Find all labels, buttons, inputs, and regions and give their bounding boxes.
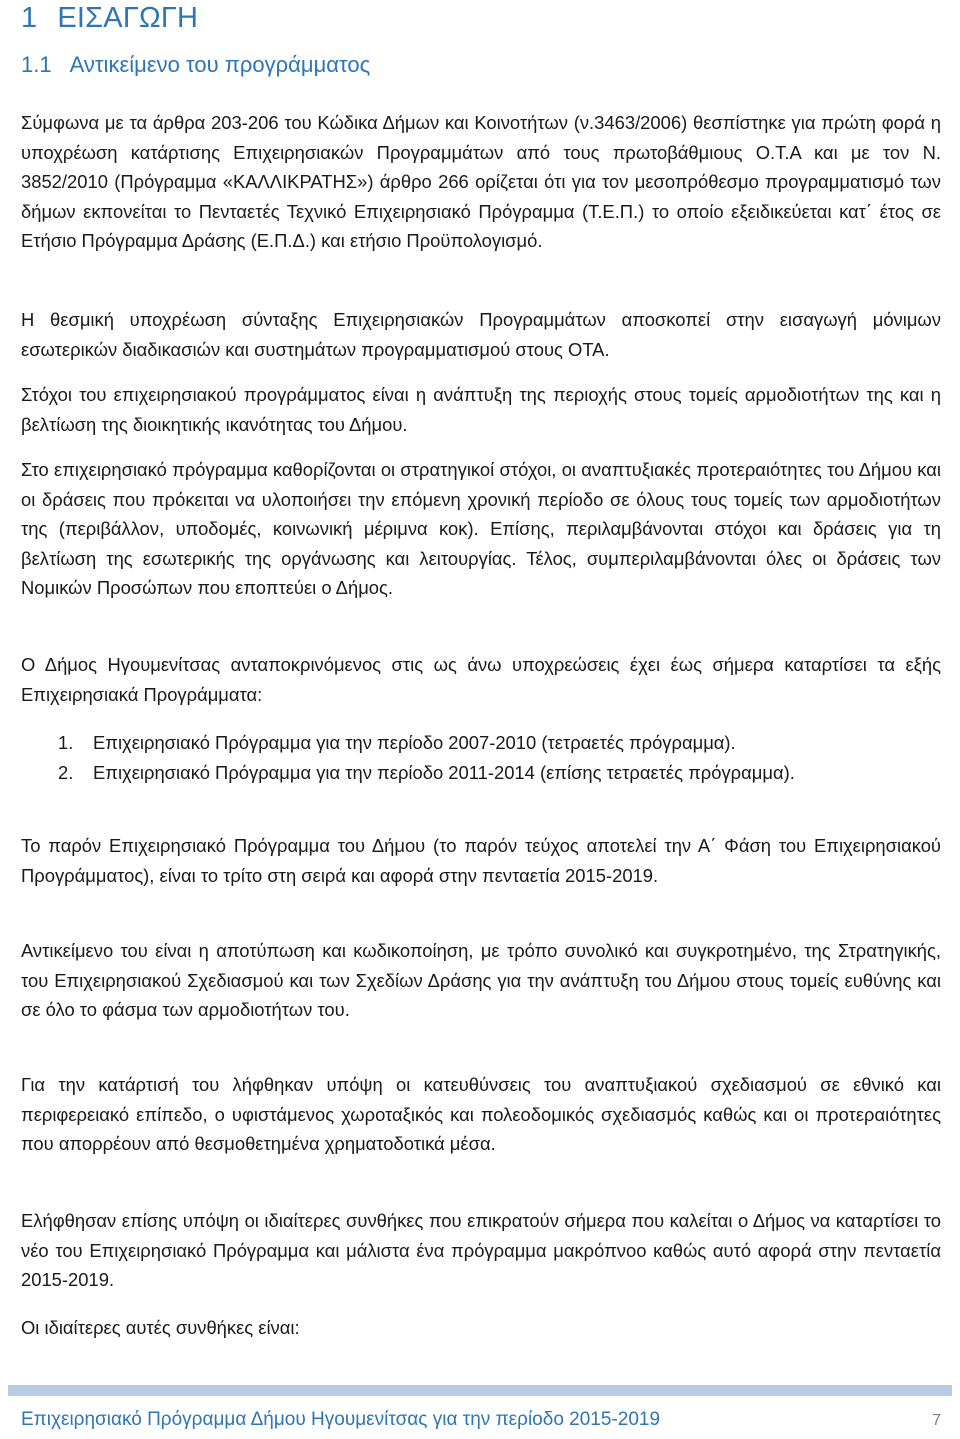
page-number: 7 (932, 1412, 941, 1429)
paragraph: Το παρόν Επιχειρησιακό Πρόγραμμα του Δήμου (το παρόν τεύχος αποτελεί την Α΄ Φάση του Επιχειρησιακού Προγράμματος), είναι το τρίτο στη σειρά και αφορά στην πενταετία 2015-2019. (21, 835, 941, 886)
paragraph: Ο Δήμος Ηγουμενίτσας ανταποκρινόμενος στις ως άνω υποχρεώσεις έχει έως σήμερα καταρτίσει τα εξής Επιχειρησιακά Προγράμματα: (21, 654, 941, 705)
paragraph: Οι ιδιαίτερες αυτές συνθήκες είναι: (21, 1317, 300, 1338)
footer-title: Επιχειρησιακό Πρόγραμμα Δήμου Ηγουμενίτσας για την περίοδο 2015-2019 (21, 1409, 661, 1430)
list-item (21, 758, 941, 788)
list-item (21, 728, 941, 758)
paragraph: Ελήφθησαν επίσης υπόψη οι ιδιαίτερες συνθήκες που επικρατούν σήμερα που καλείται ο Δήμος να καταρτίσει το νέο του Επιχειρησιακό Πρόγραμμα και μάλιστα ένα πρόγραμμα μακρόπνοο καθώς αυτό αφορά στην πενταετία 2015-2019. (21, 1210, 941, 1290)
paragraph: Η θεσμική υποχρέωση σύνταξης Επιχειρησιακών Προγραμμάτων αποσκοπεί στην εισαγωγή μόνιμων εσωτερικών διαδικασιών και συστημάτων προγραμματισμού στους ΟΤΑ. (21, 309, 941, 360)
paragraph: Για την κατάρτισή του λήφθηκαν υπόψη οι κατευθύνσεις του αναπτυξιακού σχεδιασμού σε εθνικό και περιφερειακό επίπεδο, ο υφιστάμενος χωροταξικός και πολεοδομικός σχεδιασμός καθώς και οι προτεραιότητες που απορρέουν από θεσμοθετημένα χρηματοδοτικά μέσα. (21, 1074, 941, 1154)
heading-1-title: ΕΙΣΑΓΩΓΗ (57, 2, 199, 34)
programs-list (21, 728, 941, 787)
footer-rule (8, 1385, 952, 1396)
list-item-marker: 1. (58, 732, 74, 753)
paragraph: Στόχοι του επιχειρησιακού προγράμματος είναι η ανάπτυξη της περιοχής στους τομείς αρμοδιοτήτων της και η βελτίωση της διοικητικής ικανότητας του Δήμου. (21, 384, 941, 435)
paragraph: Στο επιχειρησιακό πρόγραμμα καθορίζονται οι στρατηγικοί στόχοι, οι αναπτυξιακές προτεραιότητες του Δήμου και οι δράσεις που πρόκειται να υλοποιήσει την επόμενη χρονική περίοδο σε όλους τους τομείς των αρμοδιοτήτων της (περιβάλλον, υποδομές, κοινωνική μέριμνα κοκ). Επίσης, περιλαμβάνονται στόχοι και δράσεις για τη βελτίωση της εσωτερικής της οργάνωσης και λειτουργίας. Τέλος, συμπεριλαμβάνονται όλες οι δράσεις των Νομικών Προσώπων που εποπτεύει ο Δήμος. (21, 459, 941, 598)
heading-2-number: 1.1 (21, 52, 52, 77)
heading-2 (21, 52, 370, 78)
list-item-marker: 2. (58, 761, 74, 783)
list-item-text: Επιχειρησιακό Πρόγραμμα για την περίοδο 2011-2014 (επίσης τετραετές πρόγραμμα). (93, 761, 795, 783)
heading-2-title: Αντικείμενο του προγράμματος (69, 52, 371, 77)
page-footer (21, 1409, 941, 1431)
heading-1-number: 1 (21, 2, 38, 34)
heading-1 (21, 2, 198, 35)
paragraph: Αντικείμενο του είναι η αποτύπωση και κωδικοποίηση, με τρόπο συνολικό και συγκροτημένο, της Στρατηγικής, του Επιχειρησιακού Σχεδιασμού και των Σχεδίων Δράσης για την ανάπτυξη του Δήμου στους τομείς ευθύνης και σε όλο το φάσμα των αρμοδιοτήτων του. (21, 940, 941, 1020)
paragraph: Σύμφωνα με τα άρθρα 203-206 του Κώδικα Δήμων και Κοινοτήτων (ν.3463/2006) θεσπίστηκε για πρώτη φορά η υποχρέωση κατάρτισης Επιχειρησιακών Προγραμμάτων από τους πρωτοβάθμιους Ο.Τ.Α και με τον Ν. 3852/2010 (Πρόγραμμα «ΚΑΛΛΙΚΡΑΤΗΣ») άρθρο 266 ορίζεται ότι για τον μεσοπρόθεσμο προγραμματισμό των δήμων εκπονείται το Πενταετές Τεχνικό Επιχειρησιακό Πρόγραμμα (Τ.Ε.Π.) το οποίο εξειδικεύεται κατ΄ έτος σε Ετήσιο Πρόγραμμα Δράσης (Ε.Π.Δ.) και ετήσιο Προϋπολογισμό. (21, 112, 941, 251)
list-item-text: Επιχειρησιακό Πρόγραμμα για την περίοδο 2007-2010 (τετραετές πρόγραμμα). (93, 732, 736, 753)
